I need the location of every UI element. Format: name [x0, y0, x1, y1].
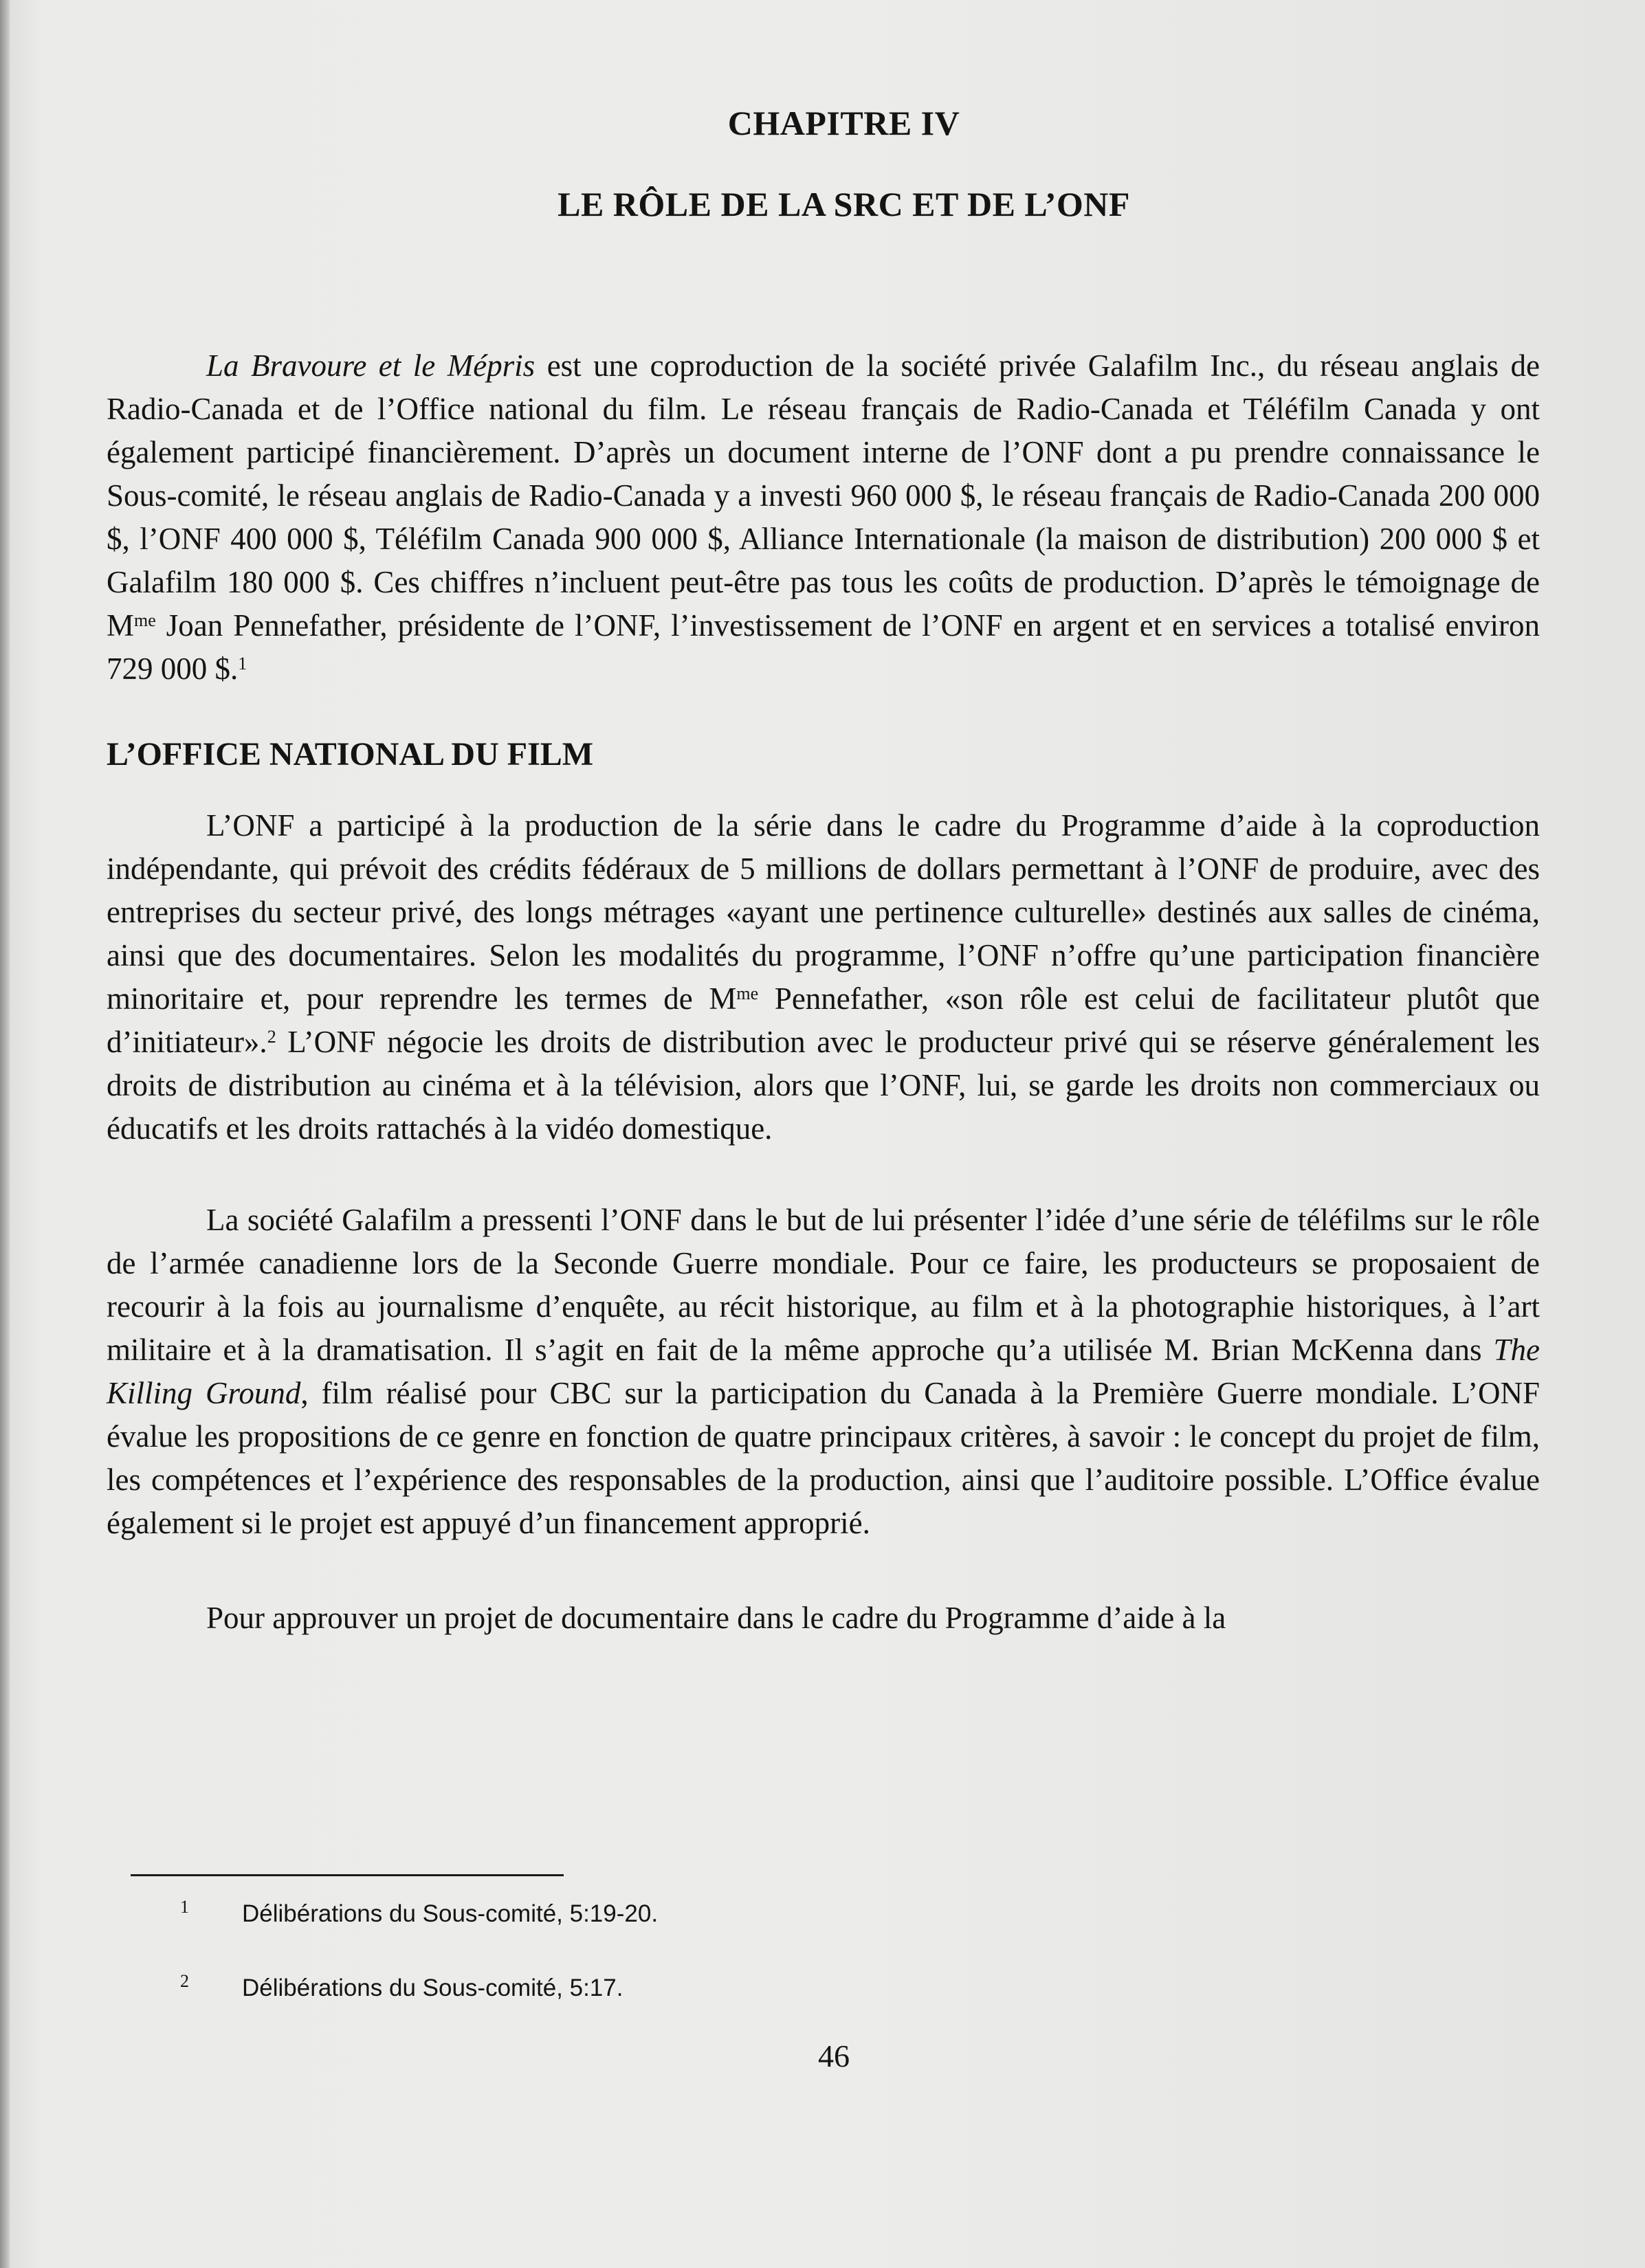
intro-text-after: Joan Pennefather, présidente de l’ONF, l’investissement de l’ONF en argent et en services a totalisé environ 729 000 $. [107, 608, 1540, 686]
intro-text: est une coproduction de la société privée Galafilm Inc., du réseau anglais de Radio-Canada et de l’Office national du film. Le réseau français de Radio-Canada et Téléfilm Canada y ont également participé financièrement. D’après un document interne de l’ONF dont a pu prendre connaissance le Sous-comité, le réseau anglais de Radio-Canada y a investi 960 000 $, le réseau français de Radio-Canada 200 000 $, l’ONF 400 000 $, Téléfilm Canada 900 000 $, Alliance Internationale (la maison de distribution) 200 000 $ et Galafilm 180 000 $. Ces chiffres n’incluent peut-être pas tous les coûts de production. D’après le témoignage de M [107, 348, 1540, 643]
footnote-1-text: Délibérations du Sous-comité, 5:19-20. [242, 1900, 659, 1927]
footnote-1-number: 1 [180, 1897, 189, 1917]
p2-honorific: me [736, 983, 759, 1003]
intro-italic-title: La Bravoure et le Mépris [206, 348, 536, 383]
intro-paragraph [107, 344, 1540, 691]
p3-text: La société Galafilm a pressenti l’ONF dans le but de lui présenter l’idée d’une série de téléfilms sur le rôle de l’armée canadienne lors de la Seconde Guerre mondiale. Pour ce faire, les producteurs se proposaient de recourir à la fois au journalisme d’enquête, au récit historique, au film et à la photographie historiques, à l’art militaire et à la dramatisation. Il s’agit en fait de la même approche qu’a utilisée M. Brian McKenna dans [107, 1203, 1540, 1367]
p2-text-mid: Pennefather, «son rôle est celui de facilitateur plutôt que d’initiateur». [107, 981, 1540, 1059]
footnote-2-text: Délibérations du Sous-comité, 5:17. [242, 1975, 623, 2001]
footnote-separator [131, 1874, 564, 1876]
section-heading: L’OFFICE NATIONAL DU FILM [107, 736, 594, 772]
intro-honorific: me [134, 610, 156, 630]
footnote-2-number: 2 [180, 1971, 189, 1991]
paragraph-3 [107, 1199, 1540, 1545]
p2-text-after: L’ONF négocie les droits de distribution avec le producteur privé qui se réserve généralement les droits de distribution au cinéma et à la télévision, alors que l’ONF, lui, se garde les droits non commerciaux ou éducatifs et les droits rattachés à la vidéo domestique. [107, 1025, 1540, 1146]
p3-text-after: , film réalisé pour CBC sur la participation du Canada à la Première Guerre mondiale. L’ONF évalue les propositions de ce genre en fonction de quatre principaux critères, à savoir : le concept du projet de film, les compétences et l’expérience des responsables de la production, ainsi que l’auditoire possible. L’Office évalue également si le projet est appuyé d’un financement approprié. [107, 1376, 1540, 1540]
p3-italic-title: The Killing Ground [107, 1333, 1540, 1410]
paragraph-2 [107, 804, 1540, 1150]
chapter-label: CHAPITRE IV [727, 104, 960, 142]
p2-text: L’ONF a participé à la production de la série dans le cadre du Programme d’aide à la coproduction indépendante, qui prévoit des crédits fédéraux de 5 millions de dollars permettant à l’ONF de produire, avec des entreprises du secteur privé, des longs métrages «ayant une pertinence culturelle» destinés aux salles de cinéma, ainsi que des documentaires. Selon les modalités du programme, l’ONF n’offre qu’une participation financière minoritaire et, pour reprendre les termes de M [107, 808, 1540, 1016]
page-body [107, 103, 1540, 1640]
footnote-ref-1: 1 [238, 654, 247, 674]
p4-text: Pour approuver un projet de documentaire dans le cadre du Programme d’aide à la [206, 1601, 1226, 1635]
binding-edge [0, 0, 10, 2268]
chapter-title: LE RÔLE DE LA SRC ET DE L’ONF [557, 185, 1130, 223]
footnote-ref-2: 2 [267, 1027, 276, 1047]
paragraph-4 [107, 1597, 1540, 1640]
page-number: 46 [818, 2038, 850, 2074]
